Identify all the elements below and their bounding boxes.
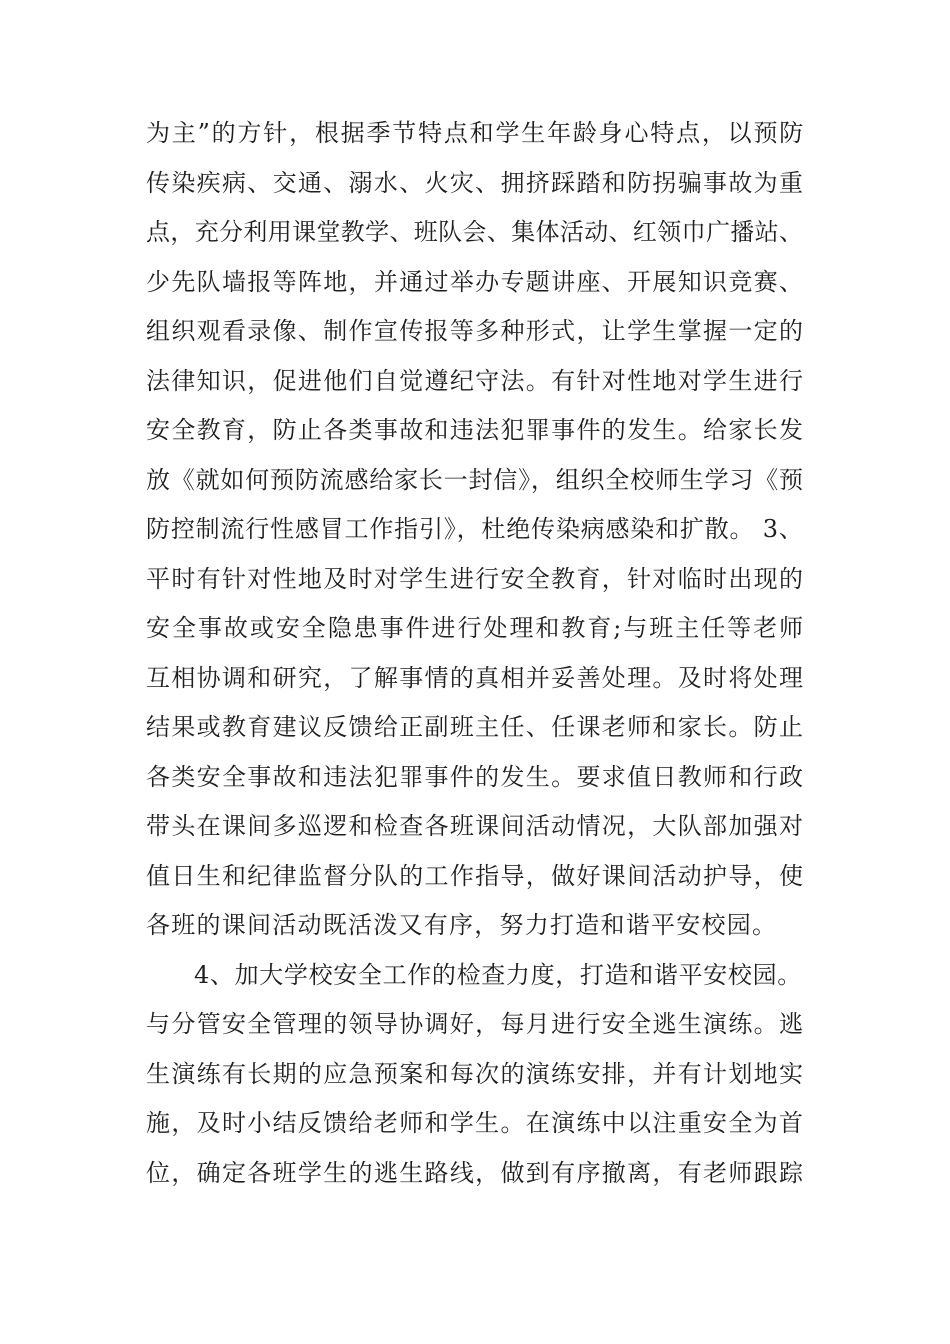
text-line: 各班的课间活动既活泼又有序，努力打造和谐平安校园。 xyxy=(146,911,778,939)
text-line: 传染疾病、交通、溺水、火灾、拥挤踩踏和防拐骗事故为重 xyxy=(146,168,805,197)
text-line: 少先队墙报等阵地，并通过举办专题讲座、开展知识竞赛、 xyxy=(146,267,805,296)
text-line: 与分管安全管理的领导协调好，每月进行安全逃生演练。逃 xyxy=(146,1010,805,1038)
text-line: 组织观看录像、制作宣传报等多种形式，让学生掌握一定的 xyxy=(146,317,805,345)
text-line: 施，及时小结反馈给老师和学生。在演练中以注重安全为首 xyxy=(146,1109,805,1137)
text-line: 平时有针对性地及时对学生进行安全教育，针对临时出现的 xyxy=(146,564,805,593)
text-line: 4、加大学校安全工作的检查力度，打造和谐平安校园。 xyxy=(194,960,802,989)
text-line: 为主”的方针，根据季节特点和学生年龄身心特点，以预防 xyxy=(146,119,806,147)
text-line: 位，确定各班学生的逃生路线，做到有序撤离，有老师跟踪 xyxy=(146,1158,805,1187)
text-line: 带头在课间多巡逻和检查各班课间活动情况，大队部加强对 xyxy=(146,812,805,840)
text-line: 安全事故或安全隐患事件进行处理和教育;与班主任等老师 xyxy=(146,614,806,642)
text-line: 放《就如何预防流感给家长一封信》，组织全校师生学习《预 xyxy=(146,465,804,494)
text-line: 结果或教育建议反馈给正副班主任、任课老师和家长。防止 xyxy=(146,713,805,741)
text-line: 点，充分利用课堂教学、班队会、集体活动、红领巾广播站、 xyxy=(146,218,804,246)
text-line: 安全教育，防止各类事故和违法犯罪事件的发生。给家长发 xyxy=(146,416,805,444)
text-line: 防控制流行性感冒工作指引》，杜绝传染病感染和扩散。 3、 xyxy=(146,515,804,543)
text-line: 生演练有长期的应急预案和每次的演练安排，并有计划地实 xyxy=(146,1059,805,1088)
text-line: 法律知识，促进他们自觉遵纪守法。有针对性地对学生进行 xyxy=(146,366,805,395)
text-line: 值日生和纪律监督分队的工作指导，做好课间活动护导，使 xyxy=(146,861,805,890)
text-line: 各类安全事故和违法犯罪事件的发生。要求值日教师和行政 xyxy=(146,762,805,791)
text-line: 互相协调和研究，了解事情的真相并妥善处理。及时将处理 xyxy=(146,663,805,692)
